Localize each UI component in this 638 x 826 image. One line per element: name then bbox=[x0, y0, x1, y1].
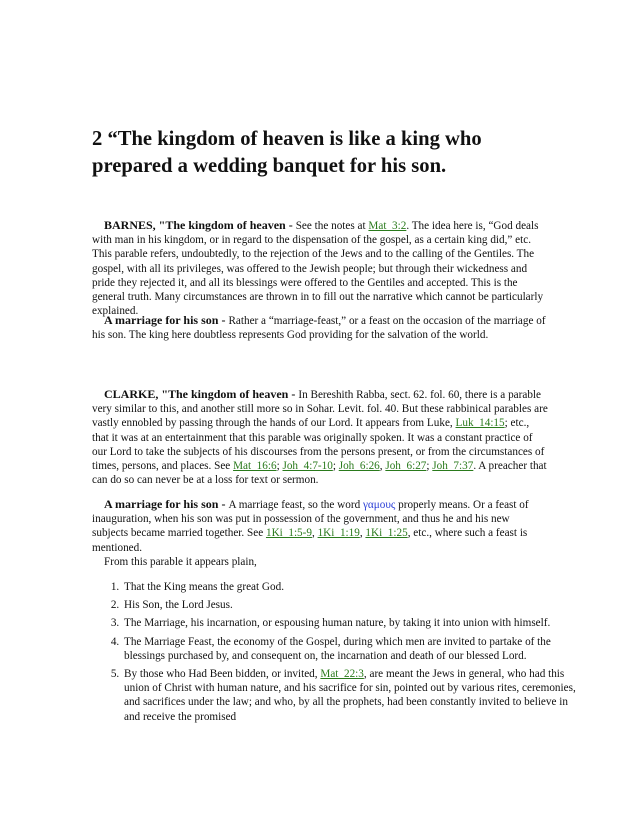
clarke-text-6: , etc., where such a feast is mentioned. bbox=[92, 527, 528, 554]
scripture-link[interactable]: Joh_7:37 bbox=[432, 460, 474, 473]
clarke-lead-2: A marriage for his son - bbox=[104, 497, 229, 511]
barnes-marriage-paragraph bbox=[92, 313, 548, 342]
scripture-link[interactable]: 1Ki_1:25 bbox=[365, 527, 408, 540]
greek-word: γαμους bbox=[362, 499, 396, 511]
list-item bbox=[122, 667, 578, 724]
scripture-link[interactable]: Joh_6:26 bbox=[338, 460, 380, 473]
scripture-link[interactable]: Joh_6:27 bbox=[385, 460, 427, 473]
scripture-link[interactable]: Mat_3:2 bbox=[368, 220, 407, 232]
intro-text: From this parable it appears plain, bbox=[104, 556, 257, 568]
barnes-lead-2: A marriage for his son - bbox=[104, 313, 229, 327]
separator: , bbox=[359, 527, 366, 540]
page-title: 2 “The kingdom of heaven is like a king who prepared a wedding banquet for his son. bbox=[92, 128, 482, 177]
clarke-lead: CLARKE, "The kingdom of heaven - bbox=[104, 387, 299, 401]
intro-line bbox=[92, 555, 548, 569]
clarke-text-2: ; etc., that it was at an entertainment that this parable was originally spoken. It was a constant practice of our Lord to take the subjects of his discourses from the persons present, or from the circumstances of times, persons, and places. See bbox=[92, 417, 545, 473]
scripture-link[interactable]: 1Ki_1:5-9 bbox=[265, 527, 312, 540]
clarke-text-1: In Bereshith Rabba, sect. 62. fol. 60, there is a parable very similar to this, and another still more so in Sohar. Levit. fol. 40. But these rabbinical parables are vastly ennobled by passing through the hands of our Lord. It appears from Luke, bbox=[92, 389, 548, 430]
separator: ; bbox=[276, 460, 283, 473]
clarke-text-4: A marriage feast, so the word bbox=[228, 499, 363, 511]
barnes-text-2: . The idea here is, “God deals with man in his kingdom, or in regard to the dispensation of the gospel, as a certain king did,” etc. This parable refers, undoubtedly, to the rejection of the Jews and to the calling of the Gentiles. The gospel, with all its privileges, was offered to the Jewish people; but through their wickedness and pride they rejected it, and all its blessings were offered to the Gentiles and accepted. This is the general truth. Many circumstances are thrown in to fill out the narrative which cannot be particularly explained. bbox=[92, 220, 544, 318]
barnes-text-1: See the notes at bbox=[295, 220, 369, 232]
scripture-link[interactable]: Mat_22:3 bbox=[320, 668, 364, 681]
barnes-lead: BARNES, "The kingdom of heaven - bbox=[104, 218, 296, 232]
clarke-marriage-paragraph bbox=[92, 497, 548, 555]
barnes-paragraph bbox=[92, 218, 548, 318]
list-item-text: By those who Had Been bidden, or invited, bbox=[124, 668, 321, 681]
barnes-text-3: Rather a “marriage-feast,” or a feast on the occasion of the marriage of his son. The king here doubtless represents God providing for the salvation of the world. bbox=[92, 315, 546, 342]
list-item: 4. The Marriage Feast, the economy of the Gospel, during which men are invited to partake of the blessings purchased by, and consequent on, the incarnation and death of our blessed Lord. bbox=[122, 635, 578, 663]
separator: , bbox=[379, 460, 386, 473]
list-item: 2. His Son, the Lord Jesus. bbox=[122, 598, 578, 612]
numbered-list bbox=[92, 580, 578, 728]
separator: ; bbox=[332, 460, 339, 473]
separator: , bbox=[311, 527, 318, 540]
list-item-text: , are meant the Jews in general, who had this union of Christ with human nature, and his sacrifice for sin, pointed out by various rites, ceremonies, and sacrifices under the law; and who, by all the prophets, had been constantly invited to believe in and receive the promised bbox=[124, 668, 576, 723]
scripture-link[interactable]: Mat_16:6 bbox=[233, 460, 277, 473]
clarke-paragraph bbox=[92, 387, 548, 487]
clarke-text-3: . A preacher that can do so can never be at a loss for text or sermon. bbox=[92, 460, 547, 487]
list-item: 3. The Marriage, his incarnation, or espousing human nature, by taking it into union with himself. bbox=[122, 616, 578, 630]
scripture-link[interactable]: 1Ki_1:19 bbox=[317, 527, 360, 540]
clarke-text-5: properly means. Or a feast of inauguration, when his son was put in possession of the government, and thus he and his new subjects became married together. See bbox=[92, 499, 529, 540]
scripture-link[interactable]: Luk_14:15 bbox=[455, 417, 505, 430]
list-item: 1. That the King means the great God. bbox=[122, 580, 578, 594]
scripture-link[interactable]: Joh_4:7-10 bbox=[282, 460, 333, 473]
separator: ; bbox=[426, 460, 433, 473]
